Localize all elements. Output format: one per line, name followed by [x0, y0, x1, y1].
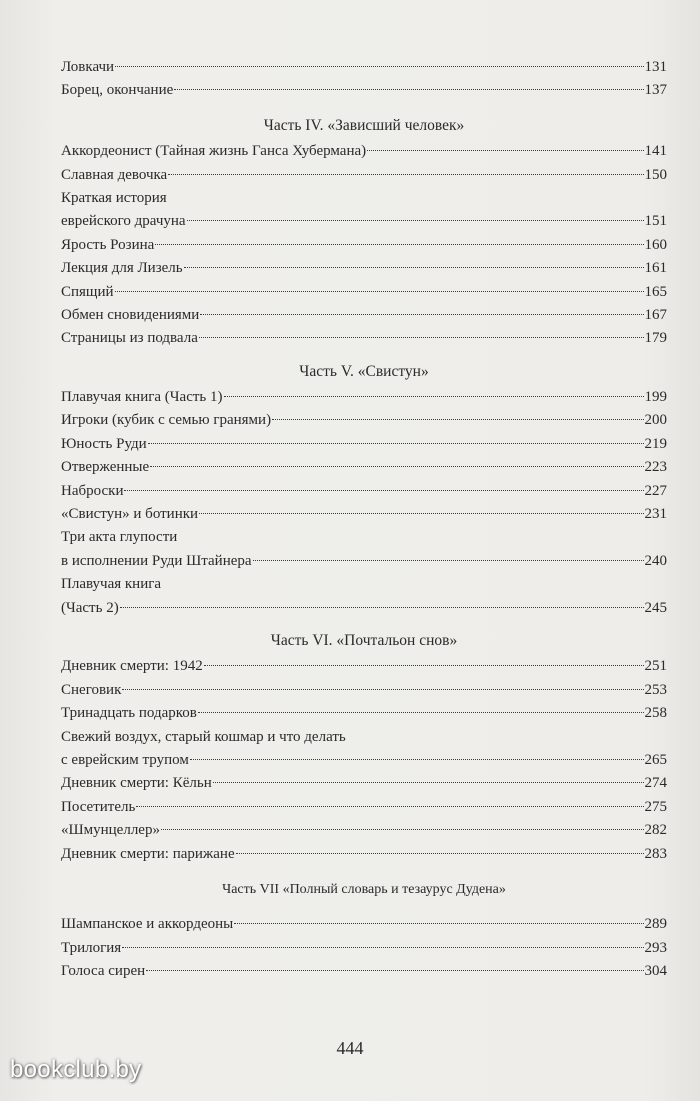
toc-entry-page: 283 — [644, 845, 667, 862]
toc-entry — [61, 843, 667, 866]
toc-entry-title: Страницы из подвала — [61, 330, 198, 347]
toc-entry-title: Плавучая книга (Часть 1) — [61, 389, 223, 406]
toc-entry-title: «Шмунцеллер» — [61, 822, 160, 839]
dot-leader — [213, 782, 644, 783]
toc-entry-title-line: Краткая история — [61, 189, 167, 206]
dot-leader — [184, 267, 644, 268]
toc-entry-page: 253 — [644, 681, 667, 698]
toc-entry-page: 199 — [644, 389, 667, 406]
page-number: 444 — [336, 1038, 364, 1058]
dot-leader — [146, 970, 643, 971]
toc-entry-page: 131 — [644, 59, 667, 75]
toc-entry — [61, 304, 667, 327]
dot-leader — [136, 806, 643, 807]
table-of-contents — [61, 56, 667, 983]
toc-entry-title: Наброски — [61, 482, 124, 499]
toc-entry — [61, 960, 667, 983]
dot-leader — [200, 314, 643, 315]
toc-entry-page: 179 — [644, 330, 667, 347]
dot-leader — [234, 923, 643, 924]
part-heading: Часть VI. «Почтальон снов» — [270, 631, 458, 649]
toc-entry-title: (Часть 2) — [61, 599, 119, 616]
toc-entry-page: 231 — [644, 506, 667, 523]
toc-entry-title: Дневник смерти: парижане — [61, 845, 235, 862]
toc-entry — [61, 503, 667, 526]
toc-entry-page: 141 — [644, 143, 667, 160]
dot-leader — [174, 89, 643, 90]
toc-entry-title-line: Свежий воздух, старый кошмар и что делать — [61, 728, 346, 745]
toc-entry-page: 219 — [644, 435, 667, 452]
dot-leader — [224, 396, 644, 397]
toc-entry — [61, 56, 667, 79]
toc-entry-page: 160 — [644, 236, 667, 253]
part-heading: Часть VII «Полный словарь и тезаурус Дудена» — [222, 881, 506, 897]
toc-entry-title: Трилогия — [61, 939, 122, 956]
toc-entry-page: 251 — [644, 658, 667, 675]
dot-leader — [122, 689, 643, 690]
toc-entry — [61, 79, 667, 102]
toc-entry — [61, 327, 667, 350]
dot-leader — [148, 443, 644, 444]
toc-entry-title: Отверженные — [61, 459, 150, 476]
toc-entry — [61, 480, 667, 503]
toc-entry — [61, 702, 667, 725]
toc-entry — [61, 257, 667, 280]
dot-leader — [120, 607, 644, 608]
part-heading: Часть V. «Свистун» — [299, 362, 429, 380]
dot-leader — [198, 712, 644, 713]
dot-leader — [190, 759, 644, 760]
toc-entry-page: 245 — [644, 599, 667, 616]
toc-entry — [61, 749, 667, 772]
dot-leader — [150, 466, 643, 467]
toc-entry-title-line: Три акта глупости — [61, 529, 178, 546]
toc-entry-title: Обмен сновидениями — [61, 306, 200, 323]
toc-entry-title: Лекция для Лизель — [61, 260, 183, 277]
dot-leader — [204, 665, 644, 666]
dot-leader — [161, 829, 644, 830]
dot-leader — [199, 513, 643, 514]
toc-entry-page: 293 — [644, 939, 667, 956]
toc-entry-page: 223 — [644, 459, 667, 476]
toc-entry-title: еврейского драчуна — [61, 213, 186, 230]
toc-entry-page: 200 — [644, 412, 667, 429]
dot-leader — [115, 291, 644, 292]
toc-entry — [61, 164, 667, 187]
toc-entry-page: 151 — [644, 213, 667, 230]
toc-entry-title: Шампанское и аккордеоны — [61, 916, 234, 933]
toc-entry-page: 265 — [644, 751, 667, 768]
toc-entry-page: 258 — [644, 705, 667, 722]
dot-leader — [272, 419, 643, 420]
toc-entry-title: Тринадцать подарков — [61, 705, 197, 722]
toc-entry-title: Ловкачи — [61, 59, 115, 75]
part-heading: Часть IV. «Зависший человек» — [263, 116, 465, 134]
toc-entry-page: 289 — [644, 916, 667, 933]
toc-entry-title: Юность Руди — [61, 435, 147, 452]
toc-entry-page: 161 — [644, 260, 667, 277]
toc-entry — [61, 772, 667, 795]
toc-entry-title: Славная девочка — [61, 166, 168, 183]
toc-entry — [61, 409, 667, 432]
dot-leader — [124, 490, 643, 491]
dot-leader — [253, 560, 644, 561]
toc-entry-title-line: Плавучая книга — [61, 576, 162, 593]
toc-entry-page: 275 — [644, 798, 667, 815]
watermark-logo: bookclub.by — [10, 1056, 142, 1083]
toc-entry-page: 282 — [644, 822, 667, 839]
toc-entry-page: 227 — [644, 482, 667, 499]
dot-leader — [168, 174, 643, 175]
toc-entry — [61, 819, 667, 842]
toc-entry-title: «Свистун» и ботинки — [61, 506, 199, 523]
toc-entry — [61, 281, 667, 304]
toc-entry-page: 165 — [644, 283, 667, 300]
toc-entry — [61, 234, 667, 257]
toc-entry-title: Дневник смерти: 1942 — [61, 658, 203, 675]
toc-entry-title: Ярость Розина — [61, 236, 155, 253]
toc-entry — [61, 386, 667, 409]
toc-entry — [61, 456, 667, 479]
toc-entry-page: 137 — [644, 82, 667, 99]
dot-leader — [199, 337, 644, 338]
toc-entry — [61, 597, 667, 620]
toc-entry-title: Игроки (кубик с семью гранями) — [61, 412, 272, 429]
toc-entry — [61, 679, 667, 702]
toc-entry-title: Посетитель — [61, 798, 136, 815]
dot-leader — [367, 150, 643, 151]
toc-entry-title: Снеговик — [61, 681, 122, 698]
toc-entry-title: с еврейским трупом — [61, 751, 189, 768]
toc-entry — [61, 655, 667, 678]
toc-entry — [61, 140, 667, 163]
dot-leader — [122, 947, 643, 948]
toc-entry — [61, 433, 667, 456]
toc-entry-title: Аккордеонист (Тайная жизнь Ганса Хубермана) — [61, 143, 367, 160]
toc-entry-title: Борец, окончание — [61, 82, 174, 99]
toc-entry-title: Дневник смерти: Кёльн — [61, 775, 212, 792]
dot-leader — [187, 220, 644, 221]
toc-entry — [61, 210, 667, 233]
toc-entry-page: 167 — [644, 306, 667, 323]
toc-entry-title: в исполнении Руди Штайнера — [61, 552, 252, 569]
dot-leader — [236, 853, 644, 854]
toc-entry — [61, 550, 667, 573]
toc-entry-title: Голоса сирен — [61, 963, 146, 980]
toc-entry — [61, 796, 667, 819]
toc-entry-page: 150 — [644, 166, 667, 183]
toc-entry — [61, 937, 667, 960]
dot-leader — [155, 244, 643, 245]
toc-entry-page: 304 — [644, 963, 667, 980]
toc-entry-page: 240 — [644, 552, 667, 569]
toc-entry-title: Спящий — [61, 283, 114, 300]
toc-entry — [61, 913, 667, 936]
toc-entry-page: 274 — [644, 775, 667, 792]
dot-leader — [115, 66, 643, 67]
